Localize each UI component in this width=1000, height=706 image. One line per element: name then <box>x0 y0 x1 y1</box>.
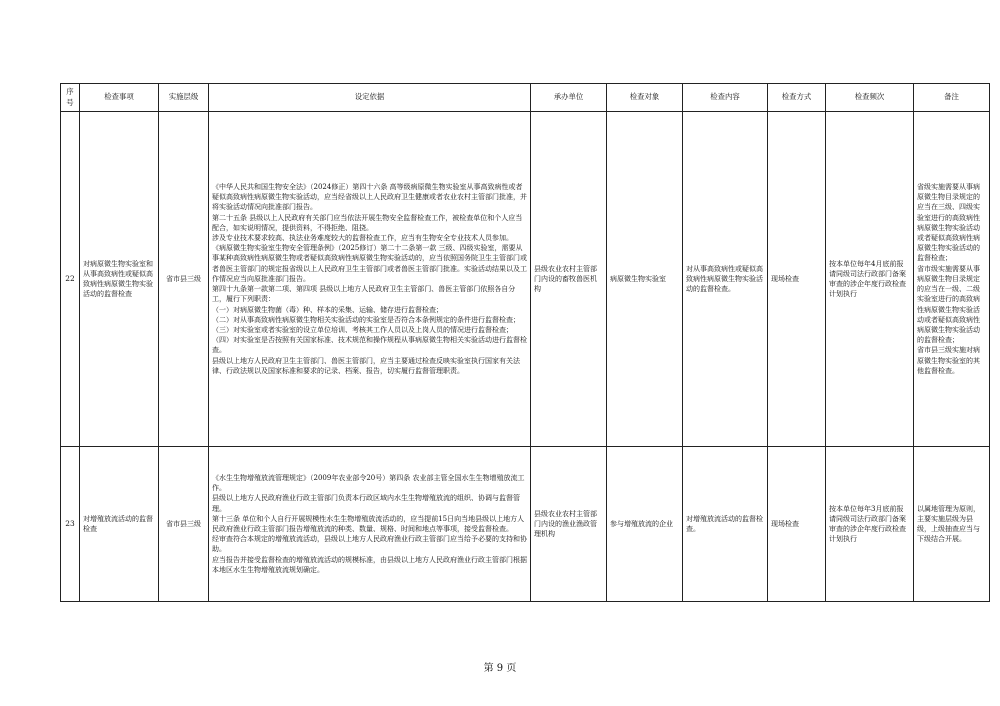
header-unit: 承办单位 <box>531 84 607 112</box>
table-row <box>61 112 990 447</box>
row-object: 参与增殖放流的企业 <box>607 447 683 602</box>
header-note: 备注 <box>914 84 990 112</box>
header-frequency: 检查频次 <box>826 84 914 112</box>
row-basis: 《中华人民共和国生物安全法》（2024修正）第四十六条 高等级病原微生物实验室从事高致病性或者疑似高致病性病原微生物实验活动，应当经省级以上人民政府卫生健康或者农业农村主管部门批准，并将实验活动情况向批准部门报告。 第二十五条 县级以上人民政府有关部门应当依法开展生物安全监督检查工作，被检查单位和个人应当配合，如实说明情况，提供资料，不得拒绝、阻挠。 涉及专业技术要求较高、执法业务难度较大的监督检查工作，应当有生物安全专业技术人员参加。 《病原微生物实验室生物安全管理条例》（2025修订）第二十二条第一款 三级、四级实验室，需要从事某种高致病性病原微生物或者疑似高致病性病原微生物实验活动的，应当依照国务院卫生主管部门或者兽医主管部门的规定报省级以上人民政府卫生主管部门或者兽医主管部门批准。实验活动结果以及工作情况应当向原批准部门报告。 第四十九条第一款第二项、第四项 县级以上地方人民政府卫生主管部门、兽医主管部门依照各自分工，履行下列职责： （一）对病原微生物菌（毒）种、样本的采集、运输、储存进行监督检查； （二）对从事高致病性病原微生物相关实验活动的实验室是否符合本条例规定的条件进行监督检查； （三）对实验室或者实验室的设立单位培训、考核其工作人员以及上岗人员的情况进行监督检查； （四）对实验室是否按照有关国家标准、技术规范和操作规程从事病原微生物相关实验活动进行监督检查。 县级以上地方人民政府卫生主管部门、兽医主管部门，应当主要通过检查反映实验室执行国家有关法律、行政法规以及国家标准和要求的记录、档案、报告，切实履行监督管理职责。 <box>209 112 531 447</box>
header-no: 序号 <box>61 84 80 112</box>
header-content: 检查内容 <box>683 84 768 112</box>
header-row <box>61 84 990 112</box>
row-note: 以属地管理为原则，主要实施层级为县级，上级抽查应当与下级结合开展。 <box>914 447 990 602</box>
row-item: 对病原微生物实验室和从事高致病性或疑似高致病性病原微生物实验活动的监督检查 <box>80 112 159 447</box>
header-method: 检查方式 <box>768 84 826 112</box>
inspection-table <box>60 83 990 602</box>
table-row <box>61 447 990 602</box>
header-item: 检查事项 <box>80 84 159 112</box>
row-content: 对增殖放流活动的监督检查。 <box>683 447 768 602</box>
row-no: 23 <box>61 447 80 602</box>
row-unit: 县级农业农村主管部门内设的渔业渔政管理机构 <box>531 447 607 602</box>
row-method: 现场检查 <box>768 447 826 602</box>
row-content: 对从事高致病性或疑似高致病性病原微生物实验活动的监督检查。 <box>683 112 768 447</box>
row-no: 22 <box>61 112 80 447</box>
row-method: 现场检查 <box>768 112 826 447</box>
page-number: 第 9 页 <box>483 663 517 674</box>
header-basis: 设定依据 <box>209 84 531 112</box>
row-level: 省市县三级 <box>159 447 209 602</box>
row-level: 省市县三级 <box>159 112 209 447</box>
header-object: 检查对象 <box>607 84 683 112</box>
row-object: 病原微生物实验室 <box>607 112 683 447</box>
row-item: 对增殖放流活动的监督检查 <box>80 447 159 602</box>
row-frequency: 按本单位每年4月底前报请同级司法行政部门备案审查的涉企年度行政检查计划执行 <box>826 112 914 447</box>
row-note: 省级实施需要从事病原微生物目录规定的应当在三级、四级实验室进行的高致病性病原微生物实验活动或者疑似高致病性病原微生物实验活动的监督检查； 省市级实施需要从事病原微生物目录规定的应当在一级、二级实验室进行的高致病性病原微生物实验活动或者疑似高致病性病原微生物实验活动的监督检查； 省市县三级实施对病原微生物实验室的其他监督检查。 <box>914 112 990 447</box>
row-frequency: 按本单位每年3月底前报请同级司法行政部门备案审查的涉企年度行政检查计划执行 <box>826 447 914 602</box>
row-unit: 县级农业农村主管部门内设的畜牧兽医机构 <box>531 112 607 447</box>
row-basis: 《水生生物增殖放流管理规定》（2009年农业部令20号）第四条 农业部主管全国水生生物增殖放流工作。 县级以上地方人民政府渔业行政主管部门负责本行政区域内水生生物增殖放流的组织、协调与监督管理。 第十三条 单位和个人自行开展规模性水生生物增殖放流活动的，应当提前15日向当地县级以上地方人民政府渔业行政主管部门报告增殖放流的种类、数量、规格、时间和地点等事项，接受监督检查。 经审查符合本规定的增殖放流活动，县级以上地方人民政府渔业行政主管部门应当给予必要的支持和协助。 应当报告并接受监督检查的增殖放流活动的规模标准，由县级以上地方人民政府渔业行政主管部门根据本地区水生生物增殖放流规划确定。 <box>209 447 531 602</box>
header-level: 实施层级 <box>159 84 209 112</box>
